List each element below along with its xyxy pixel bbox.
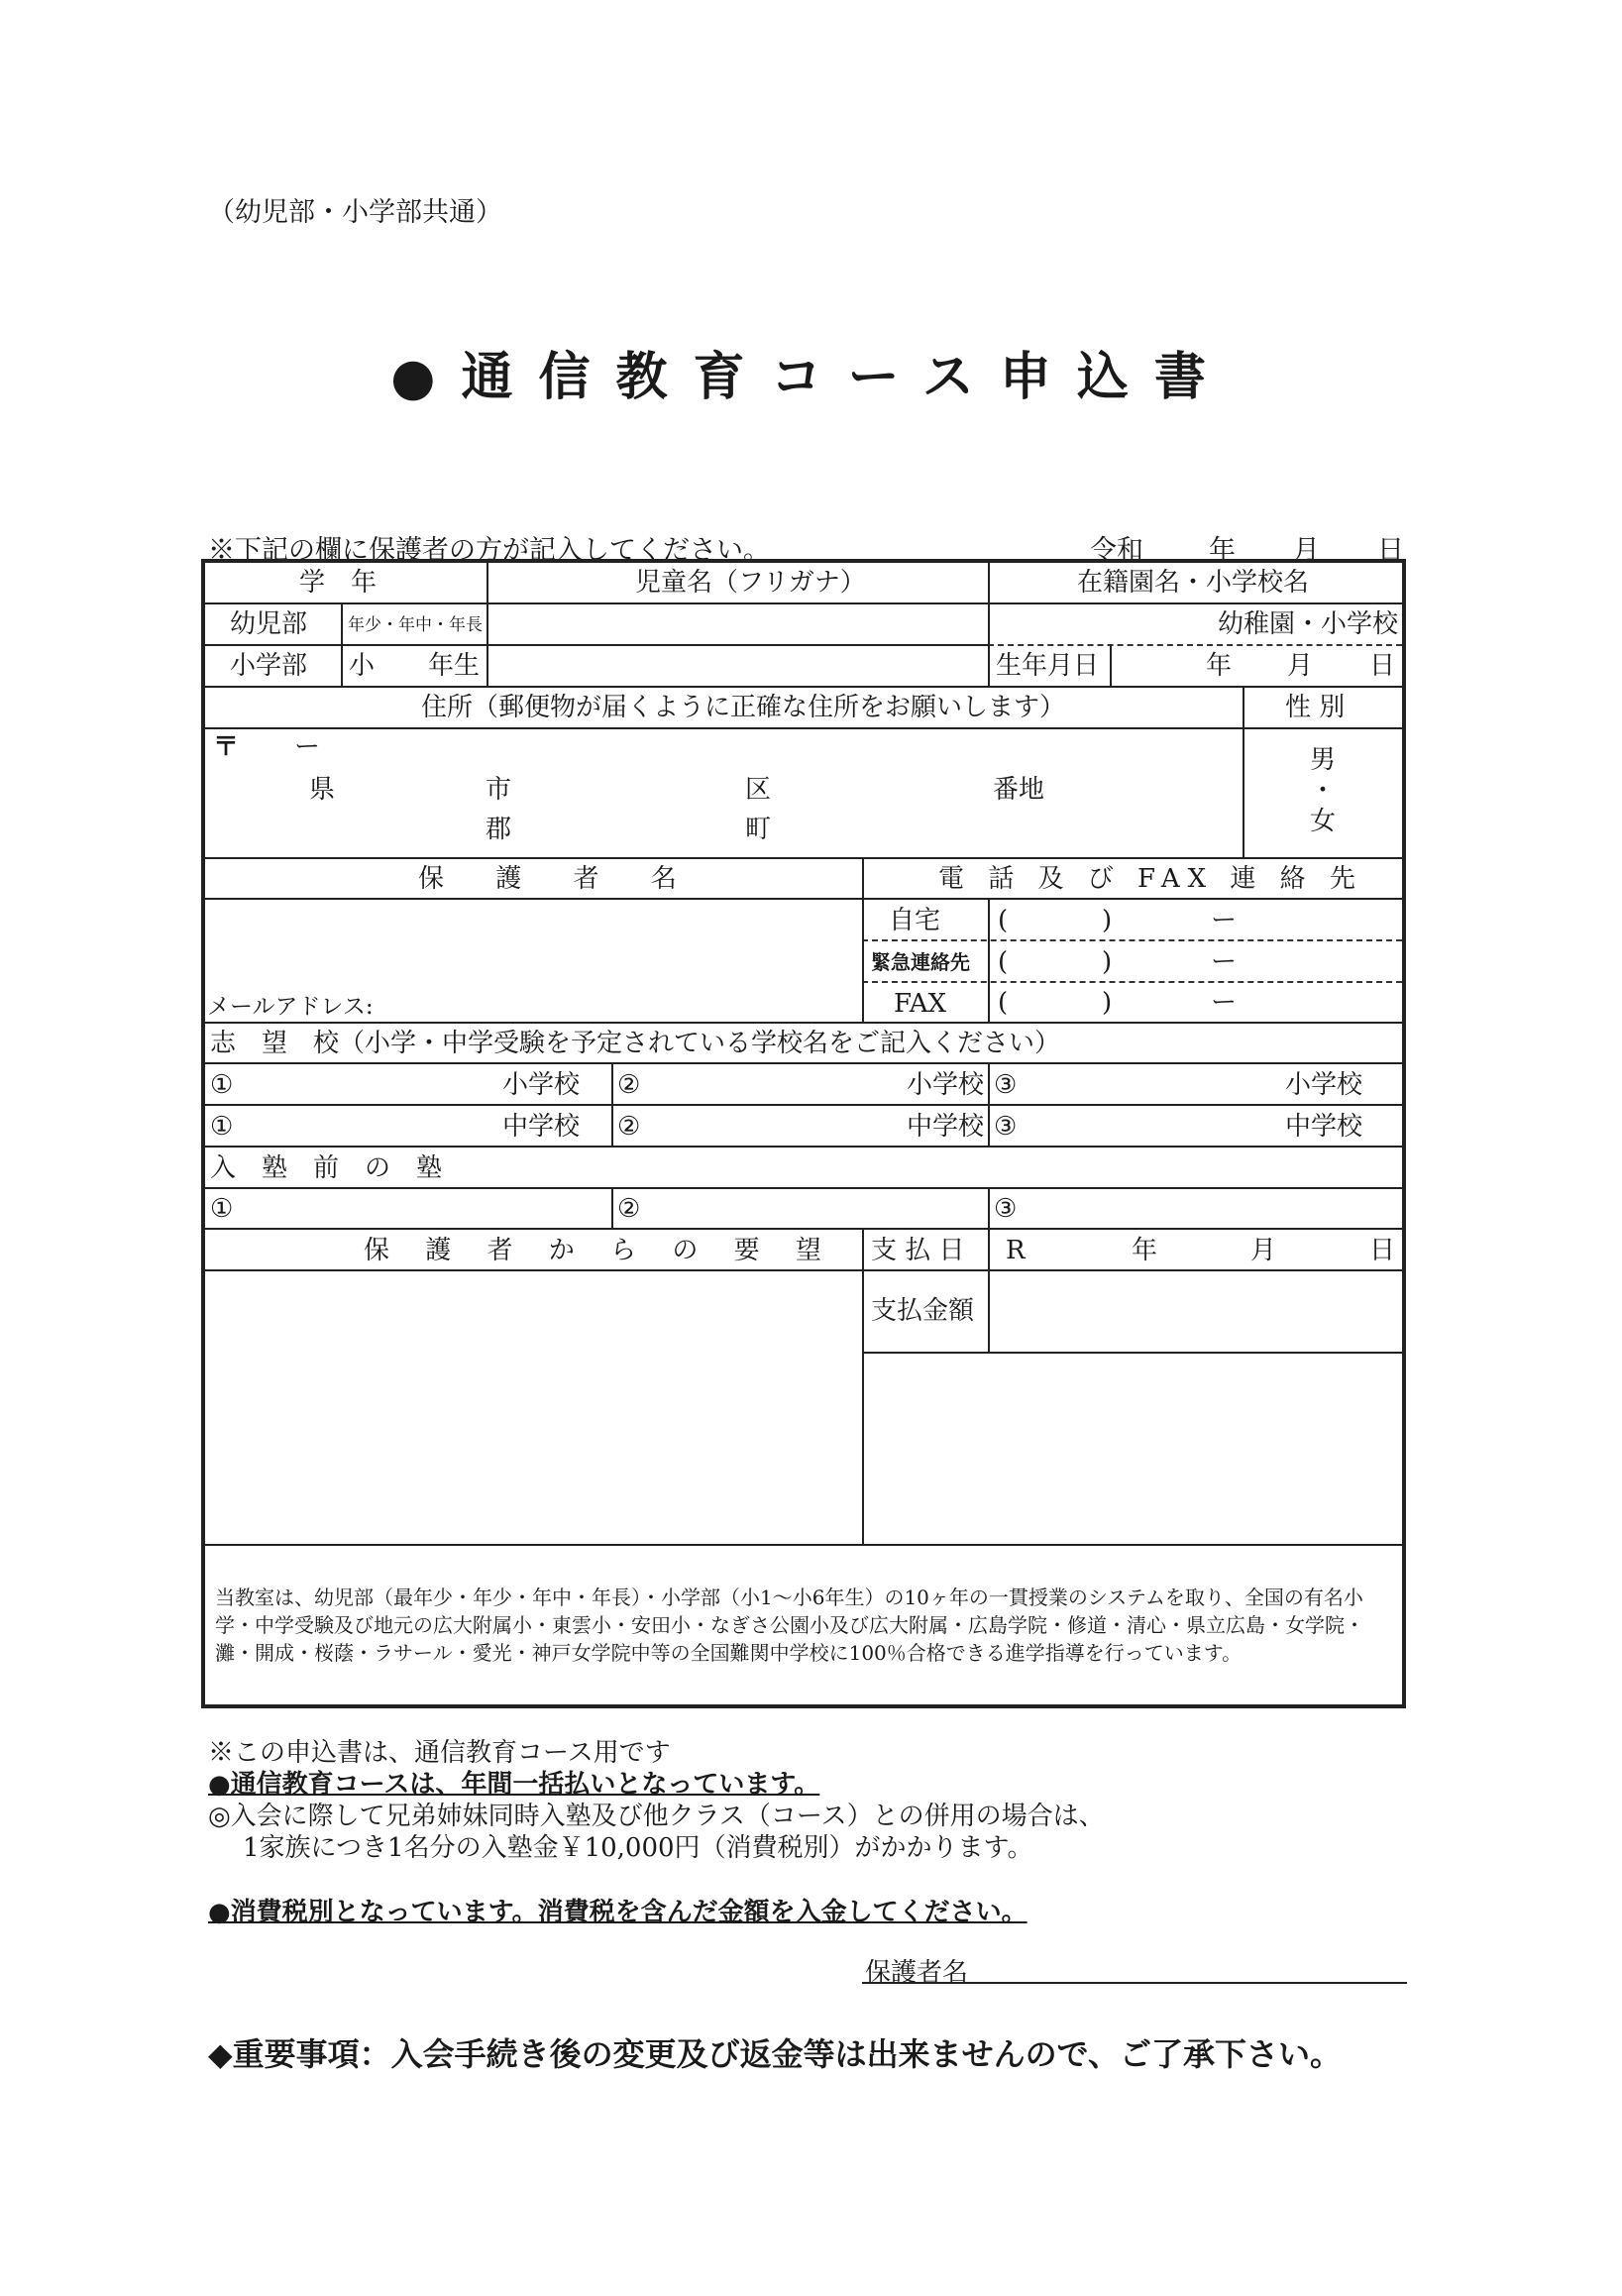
kindergarten-grade-options[interactable]: 年少・年中・年長 xyxy=(348,615,483,635)
emergency-area-open: ( xyxy=(998,947,1009,977)
kindergarten-label: 幼児部 xyxy=(230,609,308,639)
fax-label: FAX xyxy=(894,989,947,1019)
junior-high-choice-1-suffix: 中学校 xyxy=(502,1112,581,1142)
important-notice: ◆重要事項：入会手続き後の変更及び返金等は出来ませんので、ご了承下さい。 xyxy=(208,2035,1342,2073)
address-header: 住所（郵便物が届くように正確な住所をお願いします） xyxy=(421,693,1066,722)
prefecture-label: 県 xyxy=(309,775,336,805)
prior-juku-3-number: ③ xyxy=(994,1194,1018,1224)
elementary-prefix: 小 xyxy=(349,651,376,681)
footer-note-4: 1家族につき1名分の入塾金￥10,000円（消費税別）がかかります。 xyxy=(243,1833,1033,1863)
junior-high-choice-3-field[interactable] xyxy=(1024,1107,1281,1144)
application-form xyxy=(201,559,1406,1708)
birthdate-label: 生年月日 xyxy=(996,651,1100,681)
junior-high-choice-3-number: ③ xyxy=(994,1112,1018,1142)
elementary-choice-1-field[interactable] xyxy=(240,1065,497,1102)
birth-day-label: 日 xyxy=(1369,651,1396,681)
elementary-choice-3-field[interactable] xyxy=(1024,1065,1281,1102)
prior-juku-2-field[interactable] xyxy=(647,1190,984,1226)
date-month-label: 月 xyxy=(1293,535,1320,566)
gender-header: 性 別 xyxy=(1285,693,1346,722)
payment-era: R xyxy=(1006,1236,1026,1265)
emergency-phone-dash: ー xyxy=(1211,947,1238,977)
elementary-suffix: 年生 xyxy=(428,651,481,681)
footer-note-1: ※この申込書は、通信教育コース用です xyxy=(208,1738,671,1768)
date-era: 令和 xyxy=(1090,535,1143,566)
junior-high-choice-2-number: ② xyxy=(617,1112,641,1142)
home-phone-label: 自宅 xyxy=(889,906,941,935)
guardian-name-header: 保 護 者 名 xyxy=(418,864,699,894)
county-label: 郡 xyxy=(486,815,512,844)
guardian-signature-field[interactable] xyxy=(991,1946,1407,1980)
home-area-open: ( xyxy=(998,906,1009,935)
elementary-choice-3-suffix: 小学校 xyxy=(1285,1070,1363,1100)
prior-juku-header: 入 塾 前 の 塾 xyxy=(210,1153,443,1183)
gender-separator: ・ xyxy=(1310,776,1337,806)
gender-female-option[interactable]: 女 xyxy=(1310,807,1337,836)
junior-high-choice-3-suffix: 中学校 xyxy=(1285,1112,1363,1142)
block-label: 番地 xyxy=(993,775,1045,805)
guardian-signature-label: 保護者名 xyxy=(865,1958,969,1988)
child-name-field[interactable] xyxy=(488,604,986,684)
fax-area-close: ) xyxy=(1102,988,1113,1018)
birth-year-label: 年 xyxy=(1206,651,1233,681)
elementary-choice-1-suffix: 小学校 xyxy=(502,1070,581,1100)
postal-dash: ー xyxy=(294,732,321,762)
elementary-grade-field[interactable] xyxy=(378,648,426,684)
elementary-label: 小学部 xyxy=(230,651,308,681)
emergency-contact-label: 緊急連絡先 xyxy=(871,950,970,974)
payment-amount-field[interactable] xyxy=(990,1271,1400,1350)
date-day-label: 日 xyxy=(1377,535,1404,566)
payment-year-label: 年 xyxy=(1132,1236,1158,1265)
payment-amount-label: 支払金額 xyxy=(871,1296,975,1326)
elementary-choice-2-field[interactable] xyxy=(647,1065,903,1102)
payment-date-field[interactable] xyxy=(990,1230,1400,1267)
subtitle: （幼児部・小学部共通） xyxy=(208,197,502,228)
payment-month-label: 月 xyxy=(1250,1236,1277,1265)
requests-header: 保 護 者 か ら の 要 望 xyxy=(364,1236,835,1265)
prior-juku-2-number: ② xyxy=(617,1194,641,1224)
elementary-choice-2-number: ② xyxy=(617,1070,641,1100)
junior-high-choice-2-field[interactable] xyxy=(647,1107,903,1144)
footer-note-2: ●通信教育コースは、年間一括払いとなっています。 xyxy=(208,1770,820,1800)
ward-label: 区 xyxy=(745,775,772,805)
junior-high-choice-1-number: ① xyxy=(210,1112,234,1142)
elementary-choice-3-number: ③ xyxy=(994,1070,1018,1100)
town-label: 町 xyxy=(745,815,772,844)
instruction-text: ※下記の欄に保護者の方が記入してください。 xyxy=(208,535,770,566)
form-title: ●通信教育コース申込書 xyxy=(390,348,1232,407)
city-label: 市 xyxy=(486,775,512,805)
signature-line xyxy=(862,1982,1407,1984)
home-phone-dash: ー xyxy=(1211,906,1238,935)
date-year-label: 年 xyxy=(1209,535,1236,566)
guardian-name-field[interactable] xyxy=(207,900,860,979)
school-header: 在籍園名・小学校名 xyxy=(1077,568,1310,598)
desired-school-header: 志 望 校（小学・中学受験を予定されている学校名をご記入ください） xyxy=(210,1029,1061,1058)
prior-juku-1-field[interactable] xyxy=(240,1190,606,1226)
fax-dash: ー xyxy=(1211,988,1238,1018)
office-use-area xyxy=(864,1354,1400,1542)
fax-area-open: ( xyxy=(998,988,1009,1018)
payment-date-label: 支 払 日 xyxy=(871,1236,965,1265)
home-area-close: ) xyxy=(1102,906,1113,935)
emergency-area-close: ) xyxy=(1102,947,1113,977)
footer-note-5: ●消費税別となっています。消費税を含んだ金額を入金してください。 xyxy=(208,1898,1027,1927)
child-name-header: 児童名（フリガナ） xyxy=(635,568,866,598)
school-type-options[interactable]: 幼稚園・小学校 xyxy=(1218,609,1399,639)
prior-juku-3-field[interactable] xyxy=(1024,1190,1400,1226)
gender-male-option[interactable]: 男 xyxy=(1310,745,1337,775)
email-field[interactable] xyxy=(413,989,859,1019)
elementary-choice-2-suffix: 小学校 xyxy=(907,1070,985,1100)
elementary-choice-1-number: ① xyxy=(210,1070,234,1100)
home-phone-field[interactable] xyxy=(990,902,1400,937)
junior-high-choice-1-field[interactable] xyxy=(240,1107,497,1144)
requests-field[interactable] xyxy=(207,1271,860,1542)
contact-header: 電 話 及 び FAX 連 絡 先 xyxy=(938,864,1363,894)
footer-note-3: ◎入会に際して兄弟姉妹同時入塾及び他クラス（コース）との併用の場合は、 xyxy=(208,1802,1105,1831)
grade-header: 学 年 xyxy=(299,568,378,598)
postal-mark: 〒 xyxy=(213,732,240,762)
school-notice: 当教室は、幼児部（最年少・年少・年中・年長）・小学部（小1～小6年生）の10ヶ年の一貫授業のシステムを取り、全国の有名小学・中学受験及び地元の広大附属小・東雲小・安田小・なぎさ公園小及び広大附属・広島学院・修道・清心・県立広島・女学院・灘・開成・桜蔭・ラサール・愛光・神戸女学院中等の全国難関中学校に100％合格できる進学指導を行っています。 xyxy=(215,1585,1364,1665)
junior-high-choice-2-suffix: 中学校 xyxy=(907,1112,985,1142)
emergency-phone-field[interactable] xyxy=(990,943,1400,979)
school-name-field[interactable] xyxy=(990,604,1208,642)
payment-day-label: 日 xyxy=(1369,1236,1396,1265)
prior-juku-1-number: ① xyxy=(210,1194,234,1224)
address-field[interactable] xyxy=(207,729,1241,855)
birth-month-label: 月 xyxy=(1287,651,1314,681)
birthdate-field[interactable] xyxy=(1112,648,1401,684)
email-label: メールアドレス: xyxy=(207,994,374,1020)
fax-field[interactable] xyxy=(990,985,1400,1020)
